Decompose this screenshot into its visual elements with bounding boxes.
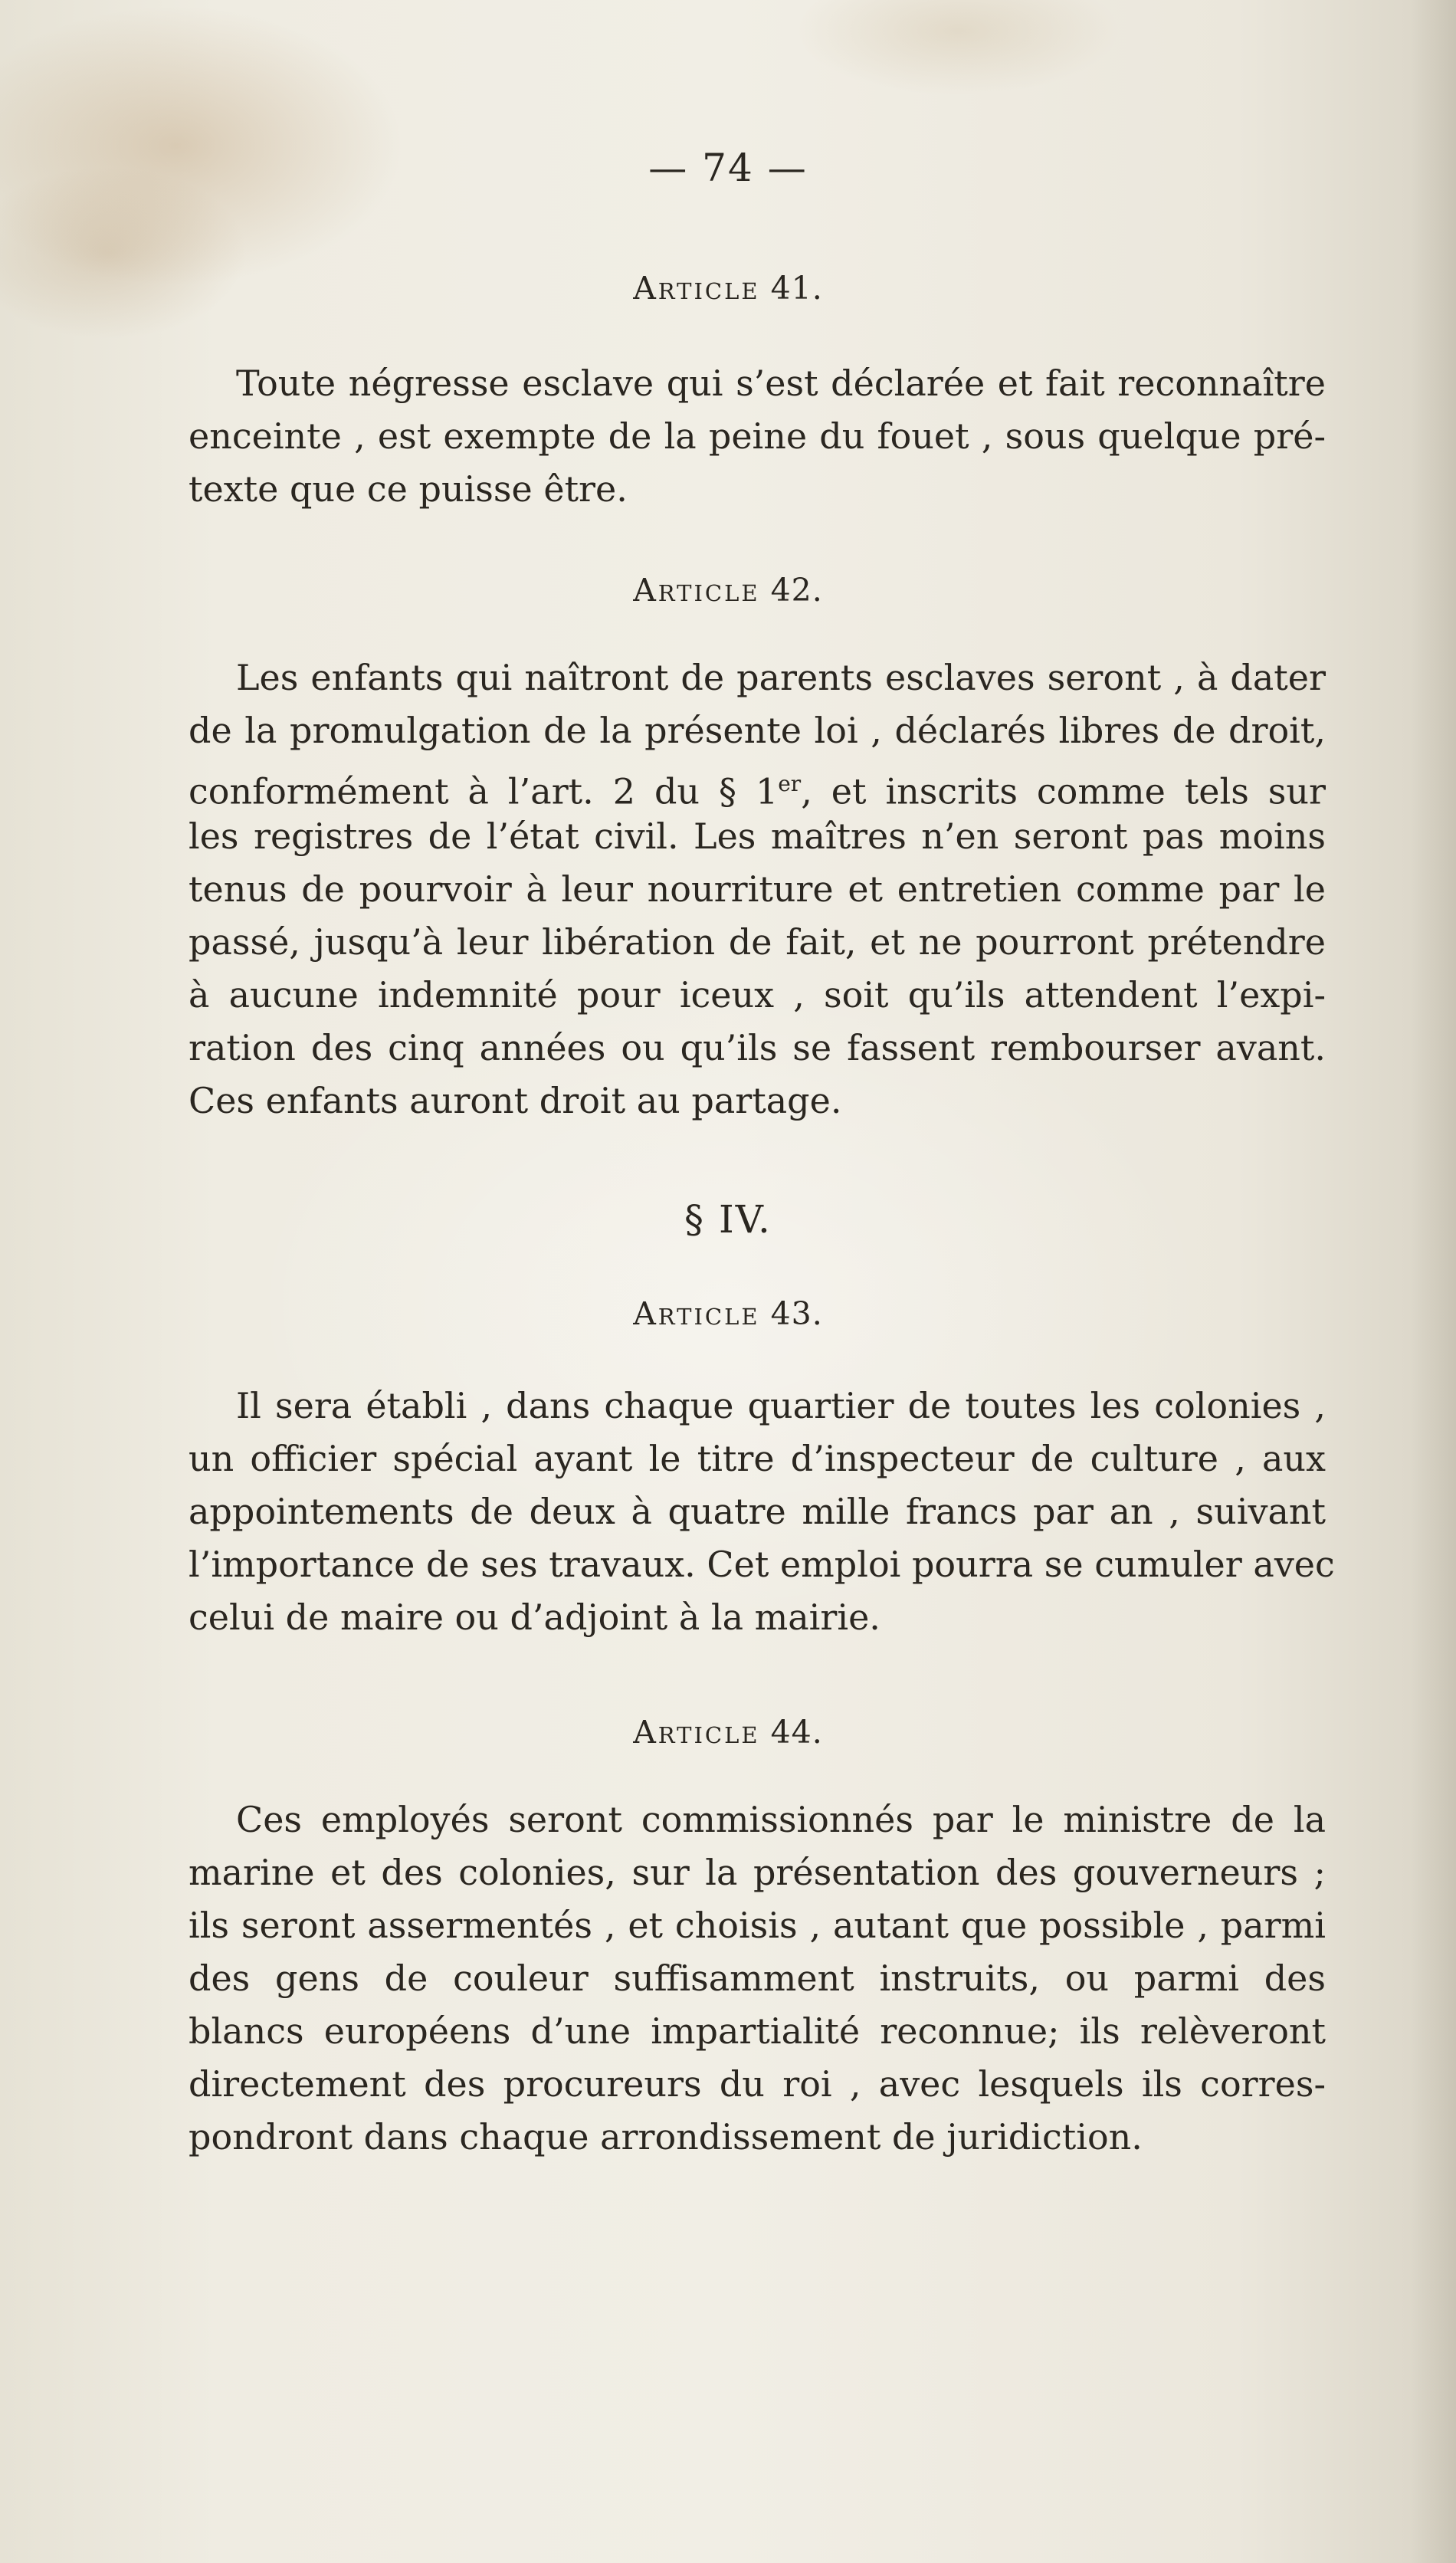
article-number: 41.: [770, 270, 823, 307]
article-number: 43.: [770, 1295, 823, 1332]
text-line: les registres de l’état civil. Les maîtres n’en seront pas moins: [189, 816, 1326, 857]
text-fragment: , et inscrits comme tels sur: [801, 770, 1326, 812]
article-44-text: [189, 1793, 1326, 2164]
text-line: passé, jusqu’à leur libération de fait, et ne pourront prétendre: [189, 921, 1326, 963]
text-line: celui de maire ou d’adjoint à la mairie.: [189, 1597, 880, 1638]
text-line: pondront dans chaque arrondissement de juridiction.: [189, 2116, 1143, 2158]
text-line: directement des procureurs du roi , avec lesquels ils corres-: [189, 2063, 1326, 2105]
page-number: — 74 —: [648, 146, 808, 190]
text-line: texte que ce puisse être.: [189, 468, 628, 510]
article-word: Article: [633, 270, 760, 307]
text-fragment: conformément à l’art. 2 du § 1: [189, 770, 779, 812]
text-line: ils seront assermentés , et choisis , autant que possible , parmi: [189, 1905, 1326, 1946]
text-line: tenus de pourvoir à leur nourriture et entretien comme par le: [189, 868, 1326, 910]
text-line: Ces enfants auront droit au partage.: [189, 1080, 842, 1121]
article-42-heading: [0, 572, 1456, 609]
article-41-text: [189, 357, 1326, 516]
text-line-with-superscript: [189, 757, 1326, 810]
article-number: 44.: [770, 1714, 823, 1751]
text-line: ration des cinq années ou qu’ils se fassent rembourser avant.: [189, 1027, 1326, 1068]
article-word: Article: [633, 572, 760, 609]
text-line: blancs européens d’une impartialité reconnue; ils relèveront: [189, 2010, 1326, 2052]
text-line: enceinte , est exempte de la peine du fouet , sous quelque pré-: [189, 415, 1326, 457]
text-line: de la promulgation de la présente loi , déclarés libres de droit,: [189, 710, 1326, 751]
article-word: Article: [633, 1295, 760, 1332]
text-line: marine et des colonies, sur la présentation des gouverneurs ;: [189, 1852, 1326, 1893]
article-43-heading: [0, 1295, 1456, 1332]
text-line: des gens de couleur suffisamment instruits, ou parmi des: [189, 1958, 1326, 1999]
article-word: Article: [633, 1714, 760, 1751]
text-line: Il sera établi , dans chaque quartier de toutes les colonies ,: [236, 1385, 1326, 1426]
text-line: Toute négresse esclave qui s’est déclarée et fait reconnaître: [236, 363, 1326, 404]
text-line: un officier spécial ayant le titre d’inspecteur de culture , aux: [189, 1438, 1326, 1479]
text-line: Ces employés seront commissionnés par le ministre de la: [236, 1799, 1326, 1840]
article-number: 42.: [770, 572, 823, 609]
superscript: er: [778, 771, 802, 796]
article-43-text: [189, 1380, 1335, 1644]
text-line: Les enfants qui naîtront de parents esclaves seront , à dater: [236, 657, 1326, 698]
text-line: appointements de deux à quatre mille francs par an , suivant: [189, 1491, 1326, 1532]
article-42-text: [189, 651, 1326, 1127]
page-edge-shadow: [1410, 0, 1456, 2563]
article-41-heading: [0, 270, 1456, 307]
text-line: à aucune indemnité pour iceux , soit qu’ils attendent l’expi-: [189, 974, 1326, 1016]
article-44-heading: [0, 1714, 1456, 1751]
text-line: l’importance de ses travaux. Cet emploi pourra se cumuler avec: [189, 1544, 1335, 1585]
section-heading: § IV.: [684, 1197, 772, 1242]
